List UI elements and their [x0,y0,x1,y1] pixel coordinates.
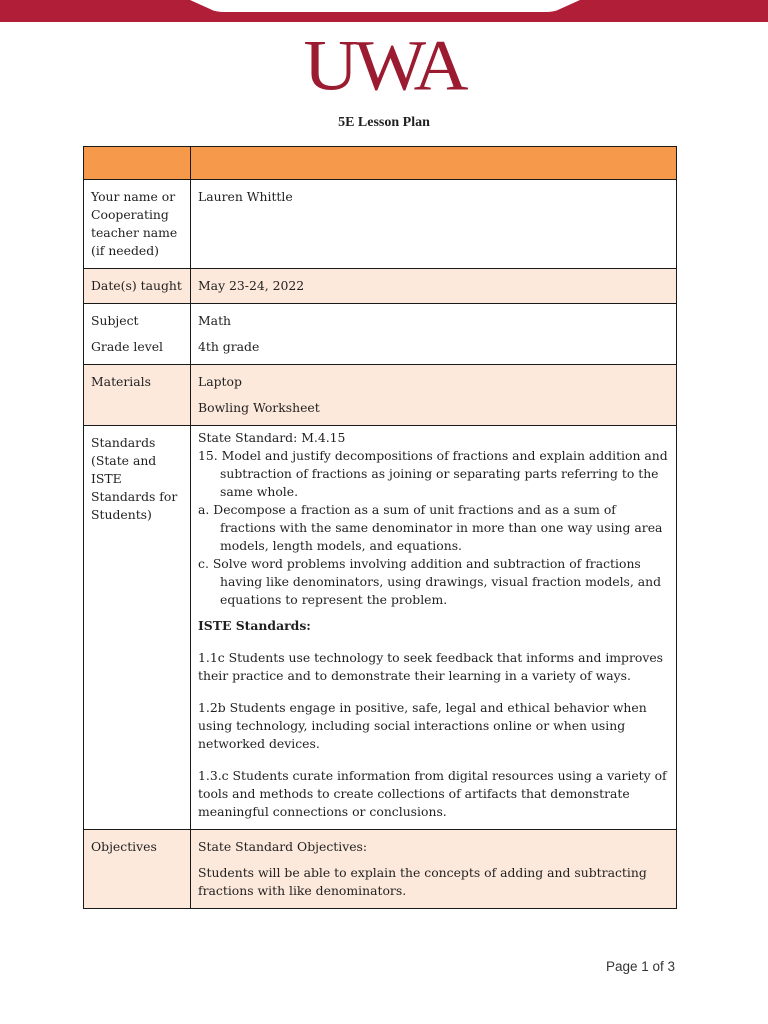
table-row-subject [84,304,677,365]
state-standard-item: 15. Model and justify decompositions of fractions and explain addition and subtraction of fractions as joining or separating parts referring to the same whole. [198,448,668,499]
label-objectives: Objectives [84,830,191,909]
objectives-text: Students will be able to explain the concepts of adding and subtracting fractions with like denominators. [198,865,647,898]
material-item: Bowling Worksheet [198,400,320,415]
uwa-logo: UWA [303,26,465,106]
iste-heading: ISTE Standards: [198,618,311,633]
document-title: 5E Lesson Plan [338,115,430,130]
table-header-row [84,147,677,180]
state-standard-item: a. Decompose a fraction as a sum of unit fractions and as a sum of fractions with the same denominator in more than one way using area models, length models, and equations. [198,502,663,553]
table-row-name [84,180,677,269]
value-dates: May 23-24, 2022 [191,269,677,304]
material-item: Laptop [198,374,242,389]
label-materials: Materials [84,365,191,426]
objectives-heading: State Standard Objectives: [198,839,368,854]
iste-item: 1.2b Students engage in positive, safe, legal and ethical behavior when using technology, including social interactions online or when using networked devices. [198,700,647,751]
value-name: Lauren Whittle [191,180,677,269]
table-row-objectives [84,830,677,909]
state-standard-heading: State Standard: M.4.15 [198,430,346,445]
value-subject: Math [198,313,232,328]
top-banner [0,0,768,22]
label-subject: Subject [91,313,139,328]
table-row-materials [84,365,677,426]
table-row-dates [84,269,677,304]
state-standard-item: c. Solve word problems involving addition and subtraction of fractions having like denominators, using drawings, visual fraction models, and equations to represent the problem. [198,556,662,607]
lesson-plan-table [83,146,677,909]
label-grade-level: Grade level [91,339,164,354]
table-row-standards [84,426,677,830]
value-grade-level: 4th grade [198,339,260,354]
label-name: Your name or Cooperating teacher name (if needed) [84,180,191,269]
iste-item: 1.1c Students use technology to seek feedback that informs and improves their practice and to demonstrate their learning in a variety of ways. [198,650,664,683]
label-dates: Date(s) taught [84,269,191,304]
iste-item: 1.3.c Students curate information from digital resources using a variety of tools and methods to create collections of artifacts that demonstrate meaningful connections or conclusions. [198,768,667,819]
label-standards: Standards (State and ISTE Standards for Students) [84,426,191,830]
page-number: Page 1 of 3 [606,959,676,974]
